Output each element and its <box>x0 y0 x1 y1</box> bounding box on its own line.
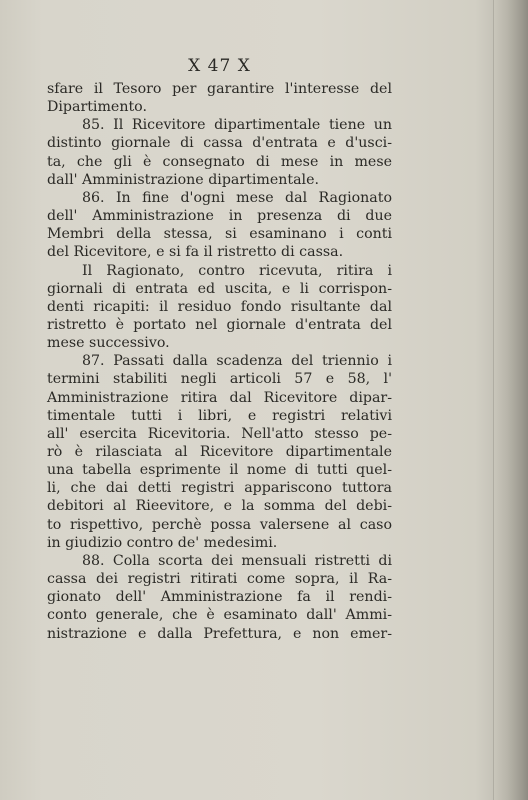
text-line: una tabella esprimente il nome di tutti quel- <box>47 462 392 479</box>
text-line: timentale tutti i libri, e registri relativi <box>47 407 392 424</box>
text-line: Amministrazione ritira dal Ricevitore dipar- <box>47 389 392 406</box>
text-line: 85. Il Ricevitore dipartimentale tiene un <box>82 117 392 134</box>
page-gutter-shadow <box>493 0 528 800</box>
text-line: mese successivo. <box>47 335 170 352</box>
text-line: gionato dell' Amministrazione fa il rendi- <box>47 589 392 606</box>
text-line: 87. Passati dalla scadenza del triennio i <box>82 353 392 370</box>
text-line: Dipartimento. <box>47 99 147 116</box>
text-line: Membri della stessa, si esaminano i conti <box>47 226 392 243</box>
text-line: sfare il Tesoro per garantire l'interesse del <box>47 81 392 97</box>
text-line: Il Ragionato, contro ricevuta, ritira i <box>82 262 392 279</box>
text-line: termini stabiliti negli articoli 57 e 58, l' <box>47 371 392 388</box>
text-line: to rispettivo, perchè possa valersene al caso <box>47 516 392 533</box>
text-line: 88. Colla scorta dei mensuali ristretti di <box>82 552 392 569</box>
text-line: denti ricapiti: il residuo fondo risultante dal <box>47 298 392 315</box>
text-line: del Ricevitore, e si fa il ristretto di cassa. <box>47 244 344 261</box>
text-line: conto generale, che è esaminato dall' Ammi- <box>47 607 392 624</box>
text-line: 86. In fine d'ogni mese dal Ragionato <box>82 189 392 206</box>
text-line: li, che dai detti registri appariscono tuttora <box>47 480 392 497</box>
text-line: in giudizio contro de' medesimi. <box>47 534 278 551</box>
text-line: ristretto è portato nel giornale d'entrata del <box>47 316 392 333</box>
text-line: giornali di entrata ed uscita, e li corrispon- <box>47 280 392 297</box>
text-line: rò è rilasciata al Ricevitore dipartimentale <box>47 444 392 460</box>
page-header: X 47 X <box>188 56 251 76</box>
text-line: all' esercita Ricevitoria. Nell'atto stesso pe- <box>47 425 392 442</box>
text-line: dell' Amministrazione in presenza di due <box>47 208 392 225</box>
text-line: distinto giornale di cassa d'entrata e d'usci- <box>47 135 392 152</box>
text-line: debitori al Rieevitore, e la somma del debi- <box>47 498 392 515</box>
text-line: cassa dei registri ritirati come sopra, il Ra- <box>47 571 392 588</box>
text-line: dall' Amministrazione dipartimentale. <box>47 171 319 188</box>
text-line: ta, che gli è consegnato di mese in mese <box>47 153 392 170</box>
text-line: nistrazione e dalla Prefettura, e non emer- <box>47 625 392 642</box>
